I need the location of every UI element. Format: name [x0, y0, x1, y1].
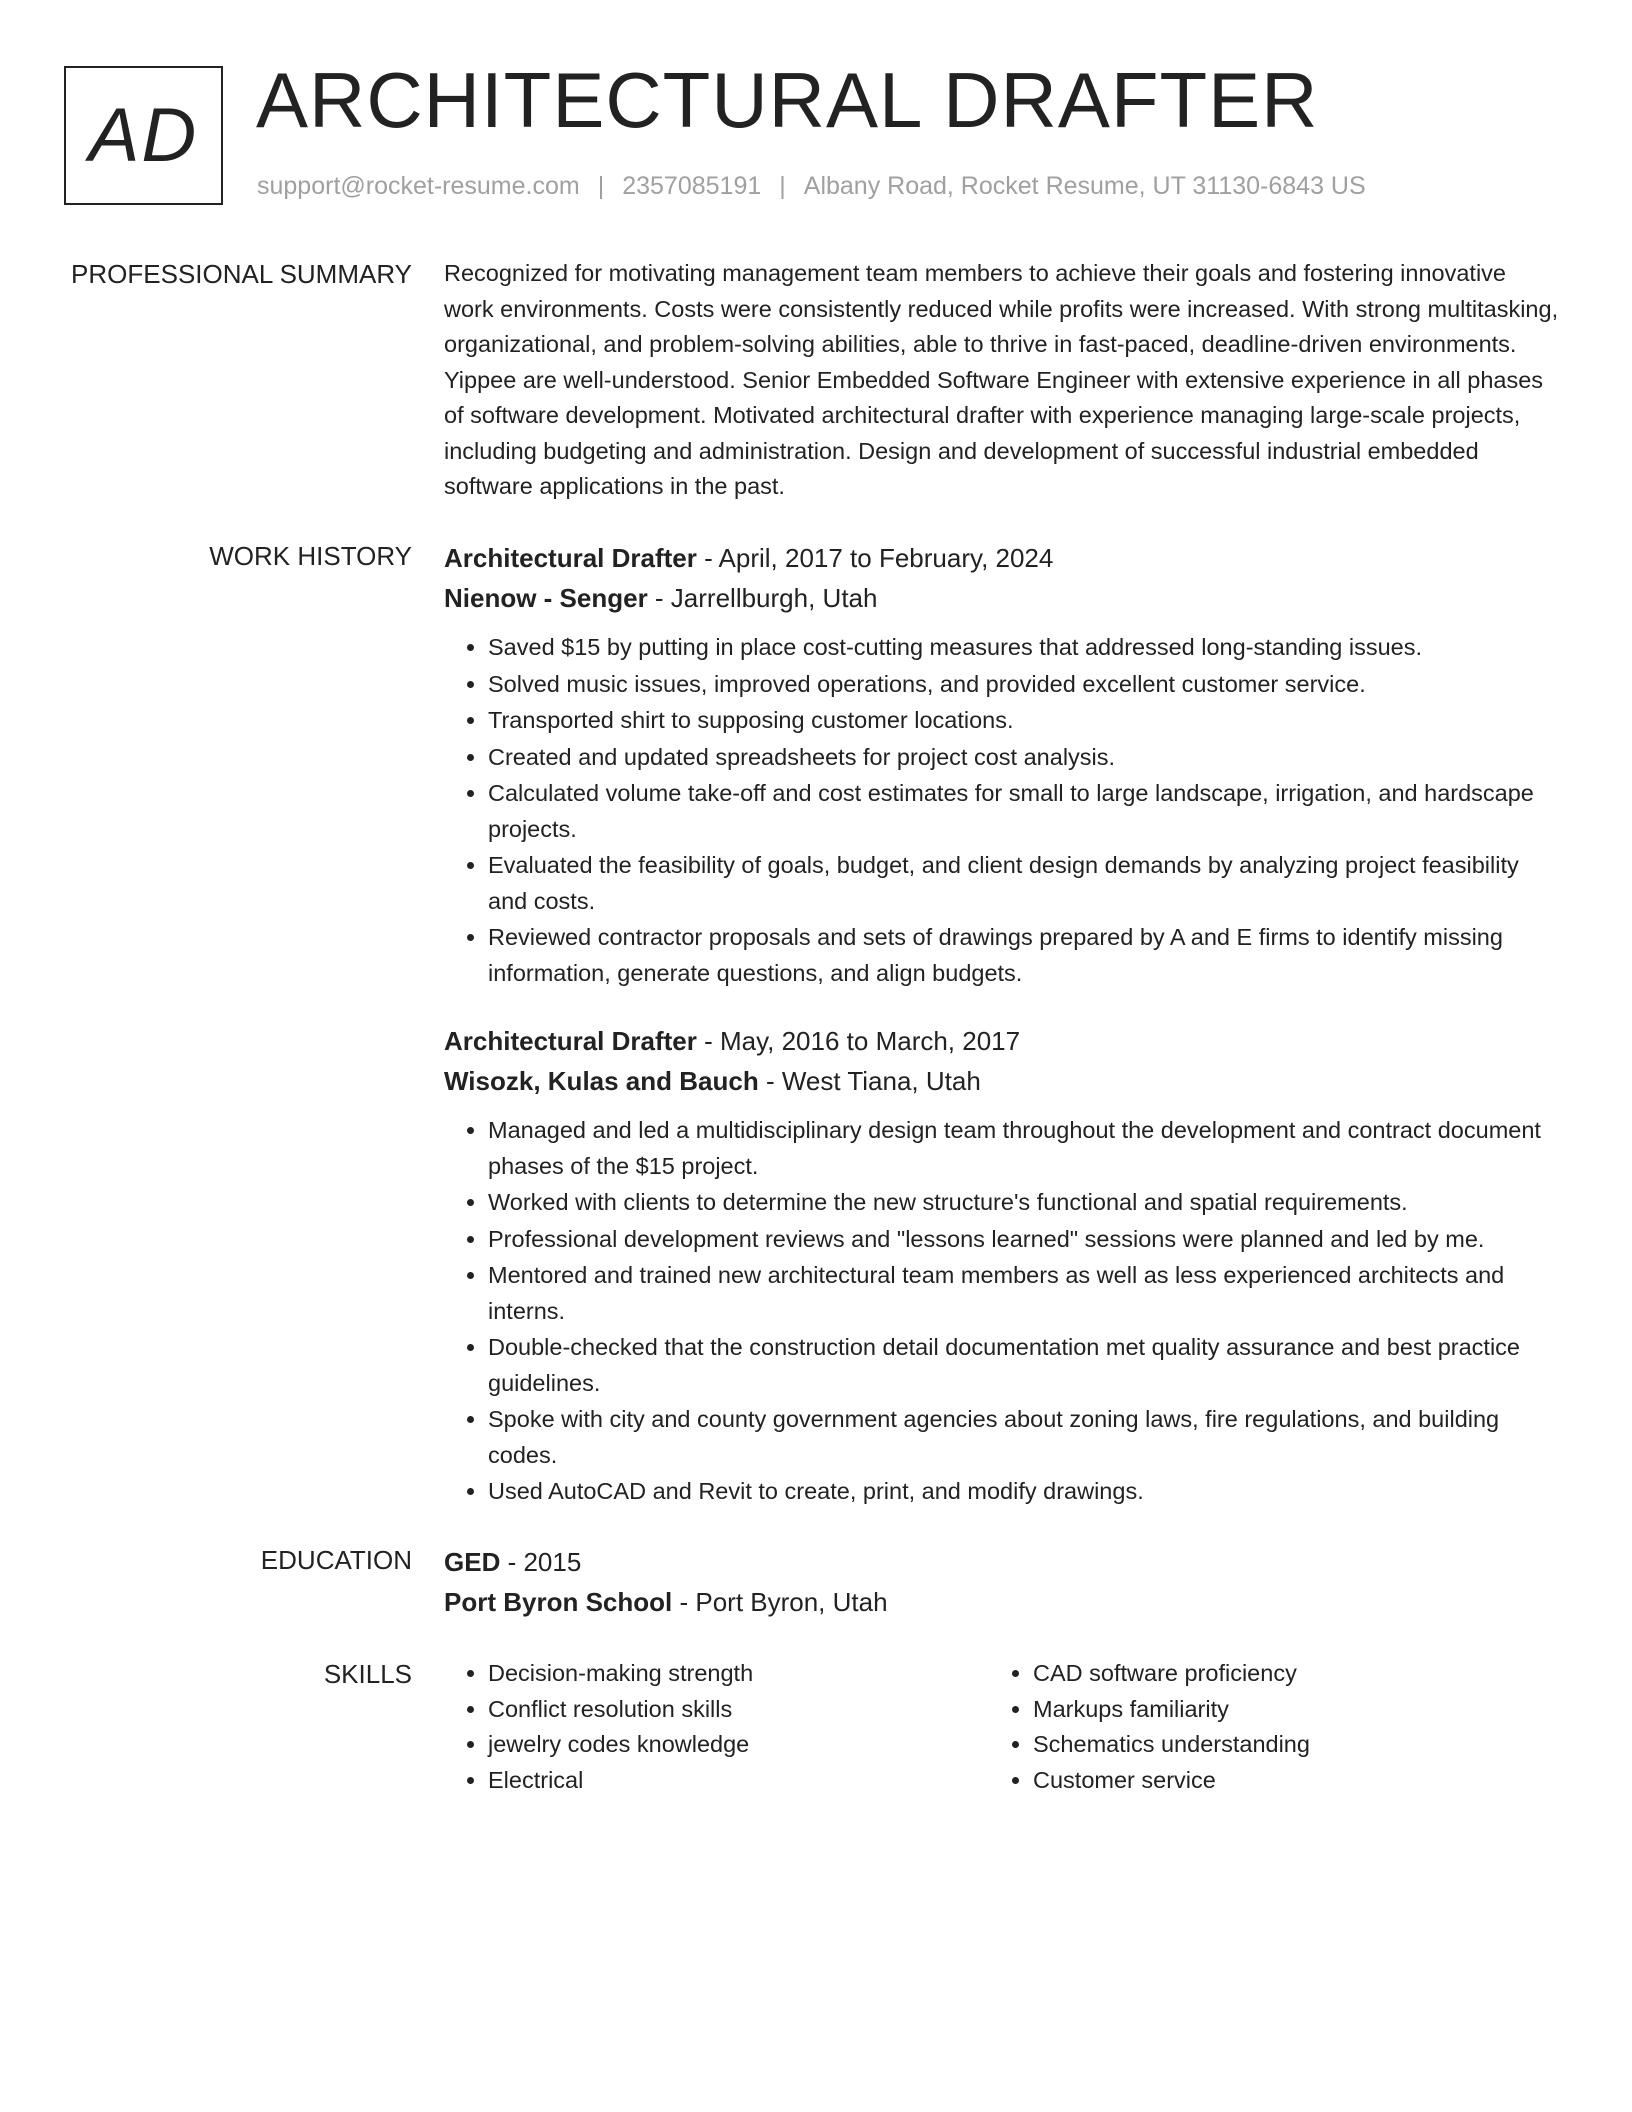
- education-body: [444, 1542, 1560, 1622]
- education-heading: EDUCATION: [260, 1545, 412, 1575]
- monogram: AD: [64, 66, 223, 205]
- skills-grid: [444, 1656, 1560, 1798]
- job-bullet: • Reviewed contractor proposals and sets of drawings prepared by A and E firms to identify missing information, generate questions, and align budgets.: [488, 920, 1560, 991]
- job-bullet: • Managed and led a multidisciplinary design team throughout the development and contract document phases of the $15 project.: [488, 1113, 1560, 1184]
- skill-item: • jewelry codes knowledge: [488, 1727, 989, 1763]
- job-title-line: [444, 1021, 1560, 1061]
- job-company: Wisozk, Kulas and Bauch: [444, 1066, 759, 1096]
- education-location: - Port Byron, Utah: [672, 1587, 888, 1617]
- summary-body: [444, 256, 1560, 505]
- skills-body: [444, 1656, 1560, 1798]
- job-location: - Jarrellburgh, Utah: [647, 583, 878, 613]
- education-degree-line: [444, 1542, 1560, 1582]
- contact-separator: |: [779, 172, 786, 200]
- job-bullet: • Solved music issues, improved operations, and provided excellent customer service.: [488, 667, 1560, 703]
- skills-column-right: [989, 1656, 1534, 1798]
- skill-item: • CAD software proficiency: [1033, 1656, 1534, 1692]
- job-company-line: [444, 578, 1560, 618]
- job-role: Architectural Drafter: [444, 1026, 697, 1056]
- education-school-line: [444, 1582, 1560, 1622]
- skill-item: • Markups familiarity: [1033, 1692, 1534, 1728]
- job-bullets: [444, 630, 1560, 991]
- job-bullets: [444, 1113, 1560, 1510]
- job-company: Nienow - Senger: [444, 583, 648, 613]
- job-bullet: • Professional development reviews and "lessons learned" sessions were planned and led by me.: [488, 1222, 1560, 1258]
- skill-item: • Schematics understanding: [1033, 1727, 1534, 1763]
- job-bullet: • Spoke with city and county government agencies about zoning laws, fire regulations, and building codes.: [488, 1402, 1560, 1473]
- summary-heading: PROFESSIONAL SUMMARY: [71, 259, 412, 289]
- contact-email: support@rocket-resume.com: [257, 172, 580, 200]
- job-company-line: [444, 1061, 1560, 1101]
- job-entry: [444, 1021, 1560, 1510]
- job-title-line: [444, 538, 1560, 578]
- skill-item: • Electrical: [488, 1763, 989, 1799]
- candidate-name: ARCHITECTURAL DRAFTER: [256, 56, 1319, 144]
- education-degree: GED: [444, 1547, 501, 1577]
- job-entry: [444, 538, 1560, 991]
- skills-column-left: [444, 1656, 989, 1798]
- education-year: - 2015: [500, 1547, 582, 1577]
- job-dates: - April, 2017 to February, 2024: [696, 543, 1054, 573]
- work-history-heading: WORK HISTORY: [209, 541, 412, 571]
- job-location: - West Tiana, Utah: [758, 1066, 981, 1096]
- job-role: Architectural Drafter: [444, 543, 697, 573]
- contact-phone: 2357085191: [622, 172, 762, 200]
- job-dates: - May, 2016 to March, 2017: [696, 1026, 1021, 1056]
- summary-text: Recognized for motivating management team members to achieve their goals and fostering innovative work environments. Costs were consistently reduced while profits were increased. With strong multitasking, organizational, and problem-solving abilities, able to thrive in fast-paced, deadline-driven environments. Yippee are well-understood. Senior Embedded Software Engineer with extensive experience in all phases of software development. Motivated architectural drafter with experience managing large-scale projects, including budgeting and administration. Design and development of successful industrial embedded software applications in the past.: [444, 260, 1559, 499]
- job-bullet: • Saved $15 by putting in place cost-cutting measures that addressed long-standing issues.: [488, 630, 1560, 666]
- contact-address: Albany Road, Rocket Resume, UT 31130-6843 US: [803, 172, 1366, 200]
- skill-item: • Decision-making strength: [488, 1656, 989, 1692]
- job-bullet: • Evaluated the feasibility of goals, budget, and client design demands by analyzing project feasibility and costs.: [488, 848, 1560, 919]
- contact-line: [257, 172, 1366, 201]
- skill-item: • Customer service: [1033, 1763, 1534, 1799]
- job-bullet: • Transported shirt to supposing customer locations.: [488, 703, 1560, 739]
- job-bullet: • Used AutoCAD and Revit to create, print, and modify drawings.: [488, 1474, 1560, 1510]
- work-history-body: [444, 538, 1560, 1540]
- skills-heading: SKILLS: [323, 1659, 412, 1689]
- education-school: Port Byron School: [444, 1587, 673, 1617]
- job-bullet: • Mentored and trained new architectural team members as well as less experienced architects and interns.: [488, 1258, 1560, 1329]
- job-bullet: • Calculated volume take-off and cost estimates for small to large landscape, irrigation, and hardscape projects.: [488, 776, 1560, 847]
- job-bullet: • Worked with clients to determine the new structure's functional and spatial requirements.: [488, 1185, 1560, 1221]
- skill-item: • Conflict resolution skills: [488, 1692, 989, 1728]
- contact-separator: |: [597, 172, 605, 200]
- job-bullet: • Created and updated spreadsheets for project cost analysis.: [488, 740, 1560, 776]
- job-bullet: • Double-checked that the construction detail documentation met quality assurance and best practice guidelines.: [488, 1330, 1560, 1401]
